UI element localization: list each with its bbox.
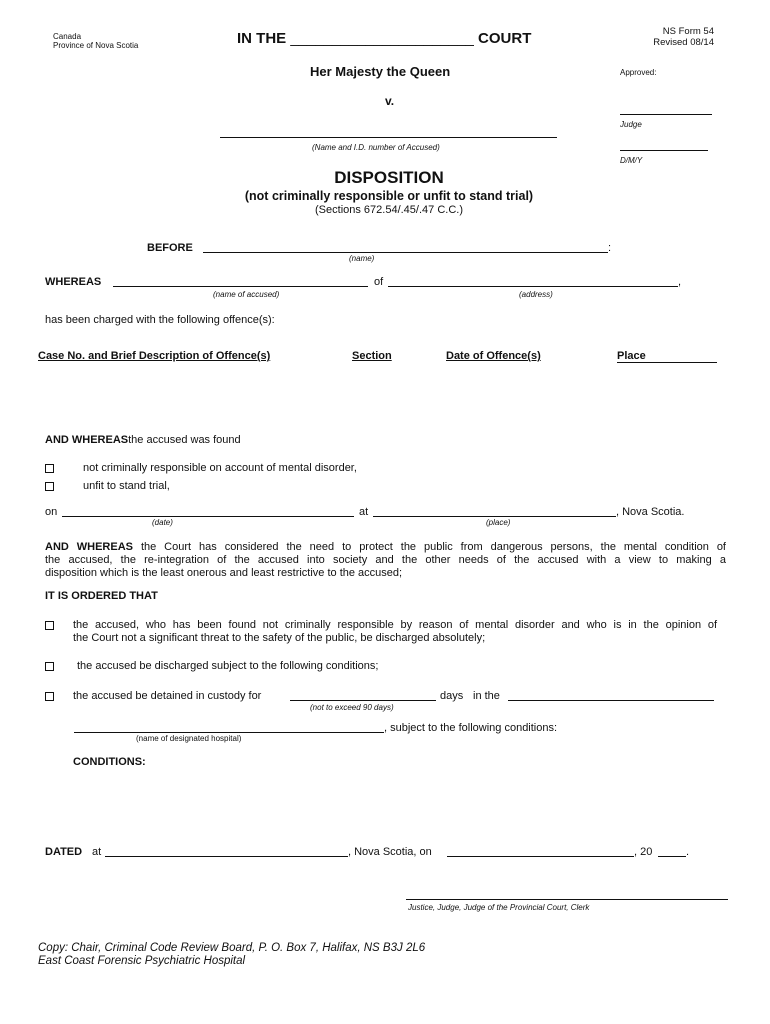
found-at: at (359, 506, 369, 518)
jurisdiction-province: Province of Nova Scotia (53, 41, 139, 50)
approval-date-line[interactable] (620, 150, 708, 151)
order-heading: IT IS ORDERED THAT (45, 590, 158, 602)
accused-address-field[interactable] (388, 286, 678, 287)
jurisdiction-country: Canada (53, 32, 82, 41)
unfit-checkbox[interactable] (45, 482, 54, 491)
accused-caption: (Name and I.D. number of Accused) (312, 143, 440, 152)
detention-checkbox[interactable] (45, 692, 54, 701)
before-colon: : (608, 242, 612, 254)
detention-subject-text: , subject to the following conditions: (384, 722, 558, 734)
dated-place-field[interactable] (105, 856, 348, 857)
dated-year-prefix: , 20 (634, 846, 653, 858)
detention-text: the accused be detained in custody for (73, 690, 262, 702)
accused-name-caption: (name of accused) (213, 290, 280, 299)
crown-name: Her Majesty the Queen (310, 64, 451, 79)
found-on: on (45, 506, 58, 518)
col-case-description: Case No. and Brief Description of Offence(s) (38, 350, 271, 362)
found-date-field[interactable] (62, 516, 354, 517)
hospital-name-field[interactable] (74, 732, 384, 733)
found-text: the accused was found (128, 434, 241, 446)
col-place: Place (617, 350, 717, 363)
dated-nova-scotia-on: , Nova Scotia, on (348, 846, 432, 858)
detention-place-field[interactable] (508, 700, 714, 701)
approved-label: Approved: (620, 68, 657, 77)
consideration-label: AND WHEREAS (45, 541, 133, 553)
approval-date-caption: D/M/Y (620, 156, 643, 165)
copy-line-2: East Coast Forensic Psychiatric Hospital (38, 955, 246, 967)
form-subtitle: (not criminally responsible or unfit to stand trial) (244, 189, 534, 203)
signature-line[interactable] (406, 899, 728, 900)
found-nova-scotia: , Nova Scotia. (616, 506, 685, 518)
dated-year-field[interactable] (658, 856, 686, 857)
judge-signature-line[interactable] (620, 114, 712, 115)
ncr-checkbox[interactable] (45, 464, 54, 473)
detention-in-the: in the (473, 690, 500, 702)
court-name-blank[interactable]: ______________________ (290, 30, 474, 47)
found-place-caption: (place) (486, 518, 511, 527)
dated-date-field[interactable] (447, 856, 634, 857)
dated-at: at (92, 846, 102, 858)
consideration-line-2: the accused, the re-integration of the accused into society and the other needs of the accused with a view to making a (45, 554, 726, 566)
before-name-line[interactable] (203, 252, 608, 253)
absolute-discharge-line-2: the Court not a significant threat to the safety of the public, be discharged absolutely; (73, 632, 486, 644)
form-number: NS Form 54 (662, 26, 714, 37)
signature-caption: Justice, Judge, Judge of the Provincial Court, Clerk (408, 903, 590, 912)
col-section: Section (352, 350, 392, 362)
whereas-of: of (374, 276, 384, 288)
found-place-field[interactable] (373, 516, 616, 517)
form-revised: Revised 08/14 (653, 37, 714, 48)
detention-days-caption: (not to exceed 90 days) (310, 703, 394, 712)
detention-days-label: days (440, 690, 464, 702)
judge-caption: Judge (620, 120, 642, 129)
whereas-comma: , (678, 276, 682, 288)
found-label: AND WHEREAS (45, 434, 129, 446)
accused-name-line[interactable] (220, 137, 557, 138)
copy-line-1: Copy: Chair, Criminal Code Review Board, P. O. Box 7, Halifax, NS B3J 2L6 (38, 942, 426, 954)
accused-address-caption: (address) (519, 290, 553, 299)
court-suffix: COURT (478, 30, 532, 47)
whereas-label: WHEREAS (45, 276, 102, 288)
conditional-discharge-text: the accused be discharged subject to the following conditions; (77, 660, 379, 672)
form-title: DISPOSITION (334, 168, 444, 187)
conditional-discharge-checkbox[interactable] (45, 662, 54, 671)
conditions-heading: CONDITIONS: (73, 756, 146, 768)
unfit-option: unfit to stand trial, (83, 480, 170, 492)
form-sections: (Sections 672.54/.45/.47 C.C.) (315, 204, 463, 216)
found-date-caption: (date) (152, 518, 173, 527)
col-date: Date of Offence(s) (446, 350, 541, 362)
court-title (237, 30, 531, 47)
dated-period: . (686, 846, 690, 858)
accused-name-field[interactable] (113, 286, 368, 287)
versus: v. (385, 94, 395, 108)
absolute-discharge-line-1: the accused, who has been found not criminally responsible by reason of mental disorder and who is in the opinion of (73, 619, 717, 631)
before-caption: (name) (349, 254, 375, 263)
court-prefix: IN THE (237, 30, 287, 47)
before-label: BEFORE (147, 242, 193, 254)
consideration-text-1: the Court has considered the need to protect the public from dangerous persons, the mental condition of (140, 541, 726, 553)
detention-days-field[interactable] (290, 700, 436, 701)
charged-text: has been charged with the following offence(s): (45, 314, 275, 326)
dated-label: DATED (45, 846, 83, 858)
consideration-line-3: disposition which is the least onerous and least restrictive to the accused; (45, 567, 403, 579)
found-line (45, 434, 241, 446)
hospital-caption: (name of designated hospital) (136, 734, 242, 743)
ncr-option: not criminally responsible on account of mental disorder, (83, 462, 357, 474)
absolute-discharge-checkbox[interactable] (45, 621, 54, 630)
